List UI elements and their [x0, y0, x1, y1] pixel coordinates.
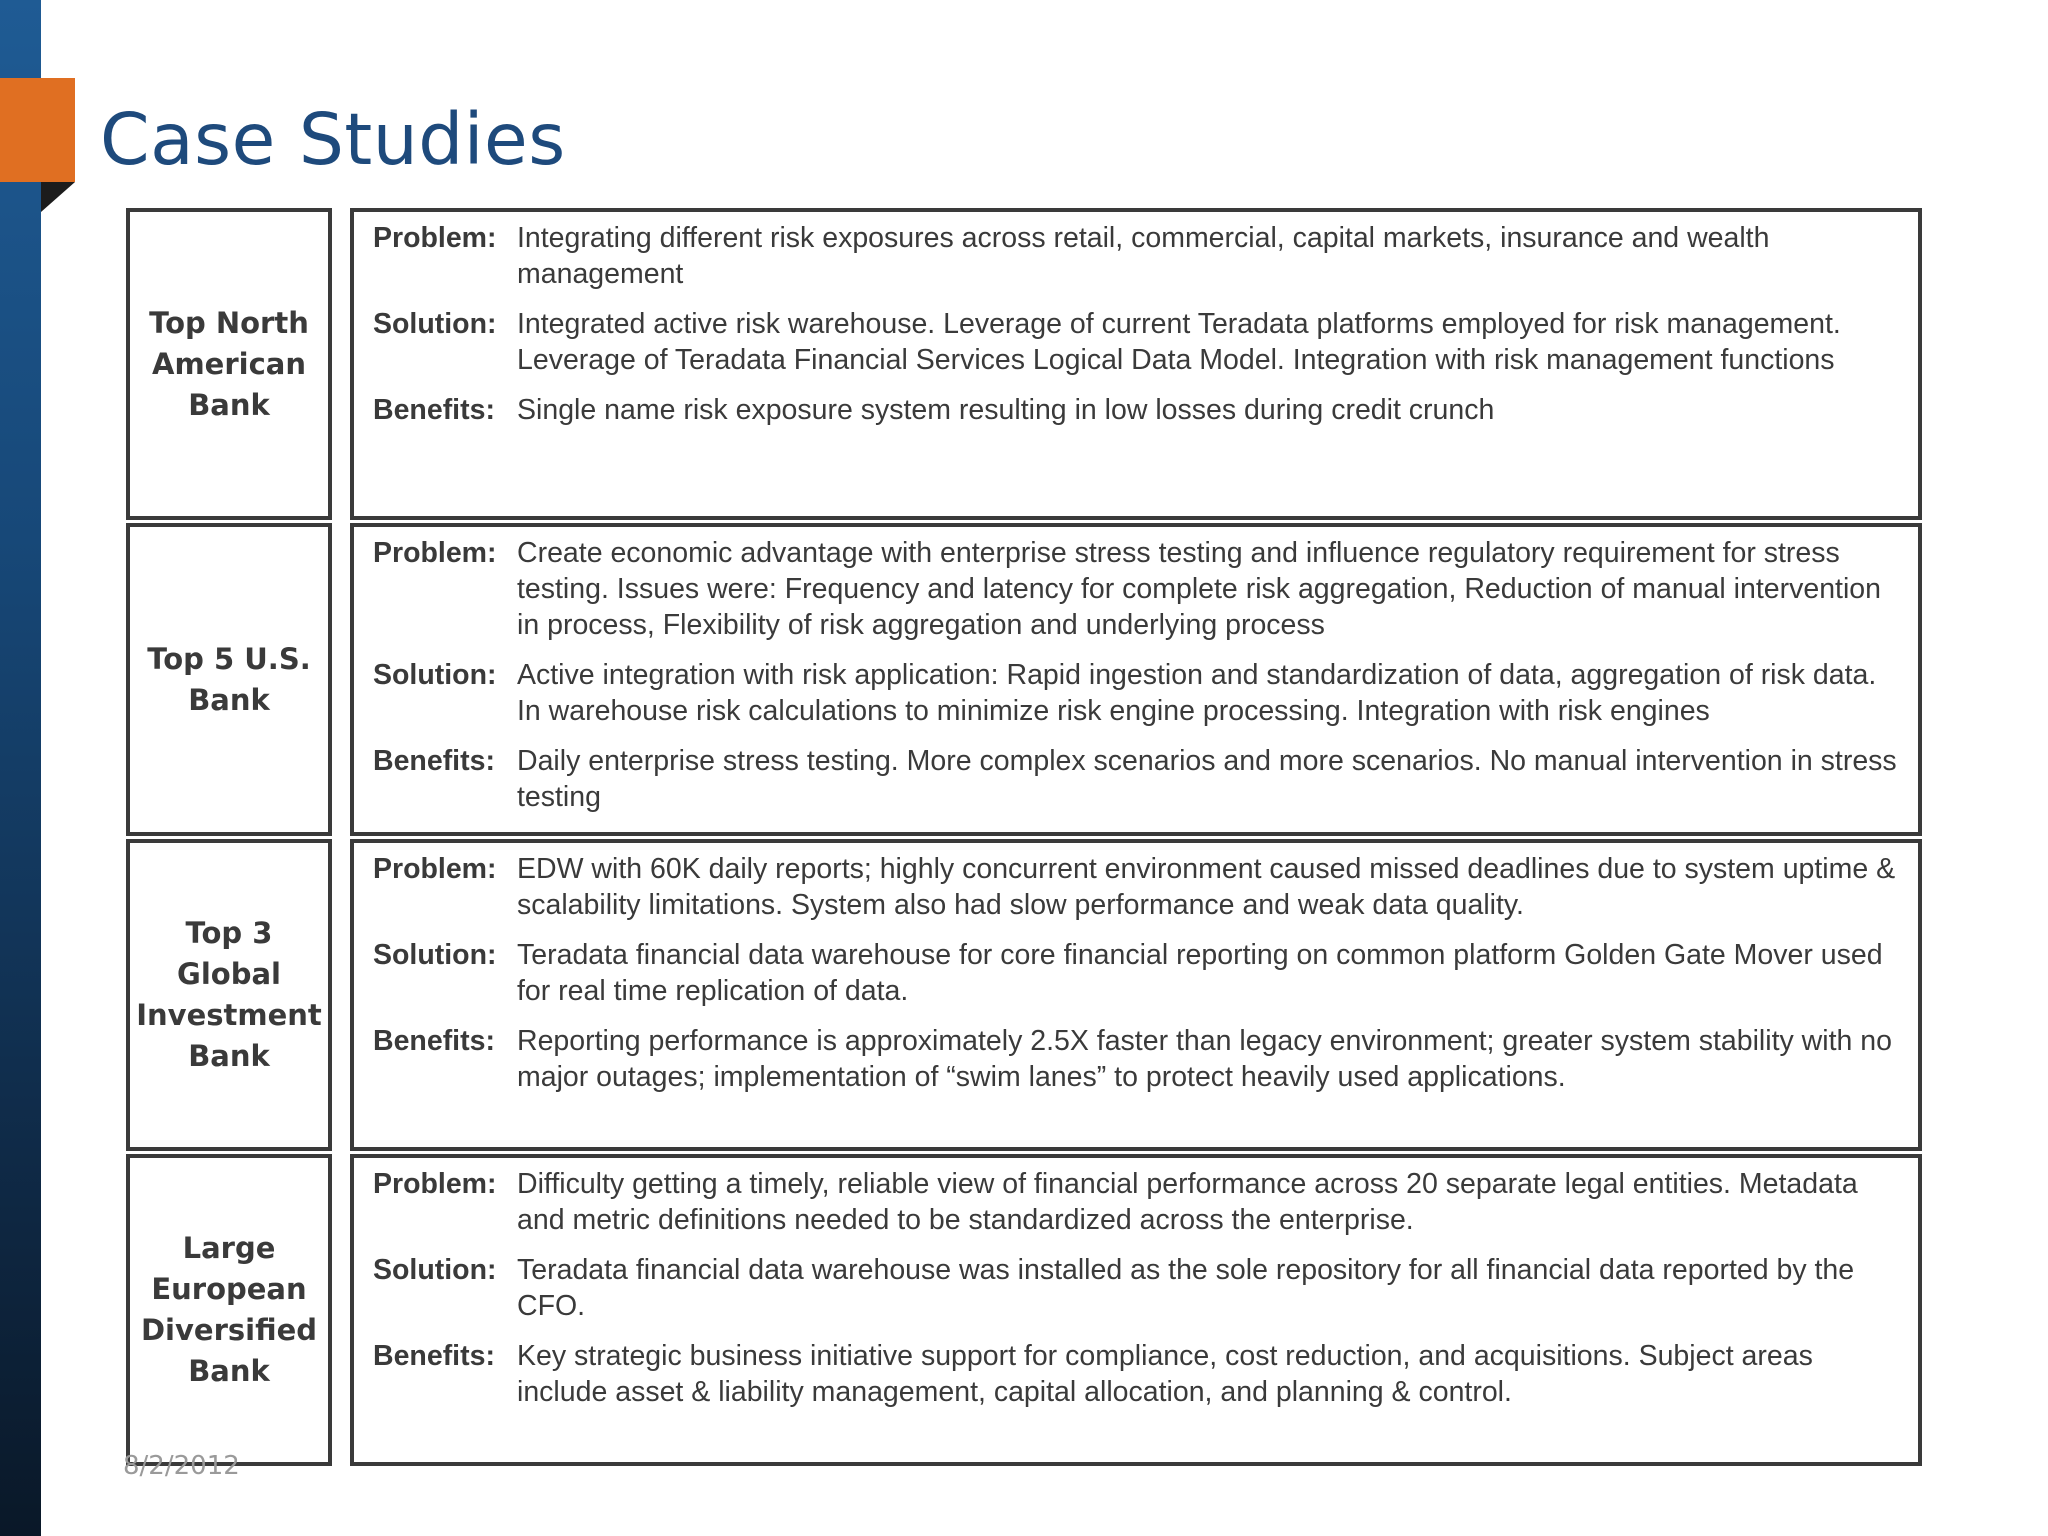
slide-date: 8/2/2012	[123, 1451, 240, 1481]
benefits-label: Benefits:	[373, 394, 495, 426]
benefits-text: Reporting performance is approximately 2.5X faster than legacy environment; greater system stability with no major outages; implementation of “swim lanes” to protect heavily used applications.	[517, 1025, 1892, 1093]
solution-row	[373, 937, 1898, 1009]
benefits-row	[373, 1338, 1898, 1410]
solution-text: Integrated active risk warehouse. Leverage of current Teradata platforms employed for risk management. Leverage of Teradata Financial Services Logical Data Model. Integration with risk management functions	[517, 308, 1841, 376]
problem-text: Difficulty getting a timely, reliable view of financial performance across 20 separate legal entities. Metadata and metric definitions needed to be standardized across the enterprise.	[517, 1168, 1858, 1236]
problem-label: Problem:	[373, 1168, 497, 1200]
solution-label: Solution:	[373, 659, 497, 691]
problem-row	[373, 1166, 1898, 1238]
problem-row	[373, 851, 1898, 923]
case-content-3	[350, 839, 1922, 1151]
problem-text: Create economic advantage with enterprise stress testing and influence regulatory requirement for stress testing. Issues were: Frequency and latency for complete risk aggregation, Reduction of manual intervention in process, Flexibility of risk aggregation and underlying process	[517, 537, 1881, 641]
problem-row	[373, 220, 1898, 292]
page-title: Case Studies	[100, 98, 566, 181]
case-label-1: Top North American Bank	[126, 208, 332, 520]
solution-text: Teradata financial data warehouse was installed as the sole repository for all financial data reported by the CFO.	[517, 1254, 1855, 1322]
benefits-row	[373, 392, 1898, 428]
benefits-label: Benefits:	[373, 1340, 495, 1372]
solution-row	[373, 306, 1898, 378]
case-content-4	[350, 1154, 1922, 1466]
solution-text: Teradata financial data warehouse for core financial reporting on common platform Golden Gate Mover used for real time replication of data.	[517, 939, 1883, 1007]
case-label-2: Top 5 U.S. Bank	[126, 523, 332, 836]
case-content-2	[350, 523, 1922, 836]
benefits-text: Single name risk exposure system resulting in low losses during credit crunch	[517, 394, 1495, 426]
accent-fold-shadow	[41, 182, 75, 212]
benefits-label: Benefits:	[373, 1025, 495, 1057]
benefits-row	[373, 743, 1898, 815]
problem-label: Problem:	[373, 853, 497, 885]
case-label-4: Large European Diversified Bank	[126, 1154, 332, 1466]
solution-row	[373, 1252, 1898, 1324]
problem-row	[373, 535, 1898, 643]
orange-accent-tab	[0, 78, 75, 182]
benefits-text: Key strategic business initiative support for compliance, cost reduction, and acquisitions. Subject areas include asset & liability management, capital allocation, and planning & control.	[517, 1340, 1813, 1408]
benefits-label: Benefits:	[373, 745, 495, 777]
problem-label: Problem:	[373, 537, 497, 569]
problem-label: Problem:	[373, 222, 497, 254]
case-label-3: Top 3 Global Investment Bank	[126, 839, 332, 1151]
solution-text: Active integration with risk application: Rapid ingestion and standardization of data, aggregation of risk data. In warehouse risk calculations to minimize risk engine processing. Integration with risk engines	[517, 659, 1877, 727]
solution-label: Solution:	[373, 1254, 497, 1286]
problem-text: Integrating different risk exposures across retail, commercial, capital markets, insurance and wealth management	[517, 222, 1770, 290]
problem-text: EDW with 60K daily reports; highly concurrent environment caused missed deadlines due to system uptime & scalability limitations. System also had slow performance and weak data quality.	[517, 853, 1896, 921]
sidebar-band	[0, 0, 41, 1536]
solution-label: Solution:	[373, 308, 497, 340]
benefits-text: Daily enterprise stress testing. More complex scenarios and more scenarios. No manual intervention in stress testing	[517, 745, 1897, 813]
case-content-1	[350, 208, 1922, 520]
solution-label: Solution:	[373, 939, 497, 971]
solution-row	[373, 657, 1898, 729]
benefits-row	[373, 1023, 1898, 1095]
